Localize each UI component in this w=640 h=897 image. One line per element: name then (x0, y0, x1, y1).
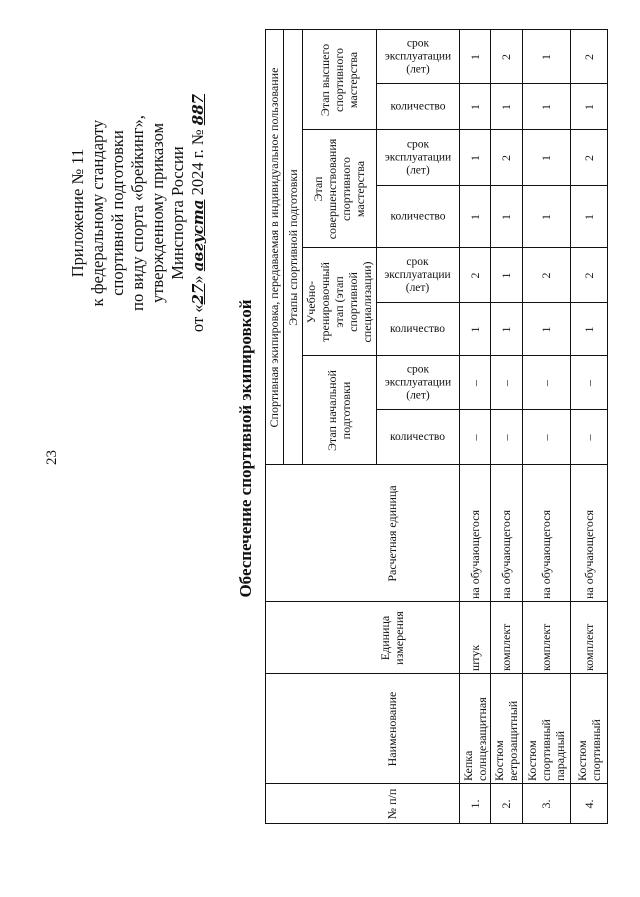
header-term: срок эксплуатации (лет) (384, 138, 451, 177)
header-stage-1: Этап начальной подготовки (325, 370, 353, 451)
stage1-qty: – (467, 434, 482, 441)
row-calc-unit: на обучающегося (539, 509, 553, 599)
stage4-term: 1 (467, 54, 482, 60)
row-number: 3. (539, 799, 553, 809)
header-unit: Единица измерения (378, 611, 406, 665)
header-term: срок эксплуатации (лет) (384, 256, 451, 294)
stage4-qty: 1 (539, 104, 553, 110)
row-name: Костюм спортивный (574, 719, 603, 781)
header-stage-3: Этап совершенствования спортивного мастерства (311, 138, 367, 240)
handwritten-day: 27 (189, 283, 207, 305)
stage1-qty: – (581, 434, 596, 441)
header-term: срок эксплуатации (лет) (384, 37, 451, 76)
stage3-term: 1 (467, 155, 482, 161)
stage1-term: – (467, 380, 482, 386)
page-number: 23 (44, 450, 60, 465)
document-title: Обеспечение спортивной экипировкой (236, 299, 255, 598)
appendix-line: спортивной подготовки (108, 130, 127, 296)
stage3-qty: 1 (581, 214, 596, 220)
appendix-line: Приложение № 11 (68, 148, 87, 278)
header-stages: Этапы спортивной подготовки (285, 169, 300, 326)
row-calc-unit: на обучающегося (467, 509, 482, 599)
appendix-line: утвержденному приказом (148, 122, 167, 304)
row-unit: штук (467, 644, 482, 671)
handwritten-month: августа (189, 199, 207, 272)
stage4-qty: 1 (581, 104, 596, 110)
header-number: № п/п (385, 788, 399, 820)
row-number: 2. (499, 799, 513, 809)
stage4-qty: 1 (499, 104, 513, 110)
appendix-line: к федеральному стандарту (88, 119, 107, 307)
row-unit: комплект (581, 623, 596, 671)
stage2-term: 2 (539, 272, 553, 279)
stage4-term: 2 (499, 54, 513, 60)
stage1-term: – (539, 380, 553, 386)
stage3-qty: 1 (539, 214, 553, 220)
stage3-term: 2 (581, 155, 596, 161)
header-stage-2: Учебно-тренировочный этап (этап спортивной специализации) (304, 261, 374, 343)
stage4-qty: 1 (467, 104, 482, 110)
header-qty: количество (390, 431, 445, 443)
stage2-qty: 1 (467, 326, 482, 333)
appendix-line: Минспорта России (168, 146, 187, 280)
stage3-term: 1 (539, 155, 553, 161)
header-qty: количество (390, 100, 445, 113)
header-stage-4: Этап высшего спортивного мастерства (318, 43, 360, 117)
stage2-term: 2 (467, 272, 482, 279)
row-unit: комплект (539, 623, 553, 671)
stage1-term: – (581, 380, 596, 386)
row-name: Костюм ветрозащитный (492, 700, 520, 781)
row-name: Костюм спортивный парадный (525, 719, 567, 781)
header-qty: количество (390, 210, 445, 223)
stage3-qty: 1 (467, 214, 482, 220)
stage2-qty: 1 (581, 326, 596, 333)
stage2-qty: 1 (539, 326, 553, 333)
row-number: 4. (581, 799, 596, 809)
handwritten-order-number: 887 (189, 93, 207, 126)
header-name: Наименование (385, 691, 399, 767)
row-number: 1. (467, 799, 482, 809)
stage4-term: 1 (539, 54, 553, 60)
row-name: Кепка солнцезащитная (460, 697, 489, 781)
appendix-line: по виду спорта «брейкинг», (128, 115, 147, 311)
header-term: срок эксплуатации (лет) (384, 363, 451, 402)
stage4-term: 2 (581, 54, 596, 60)
stage1-qty: – (539, 434, 553, 441)
stage3-term: 2 (499, 155, 513, 161)
stage3-qty: 1 (499, 214, 513, 220)
stage1-term: – (499, 380, 513, 386)
stage2-term: 2 (581, 272, 596, 279)
order-date-line: от «27» августа 2024 г. № 887 (188, 93, 207, 333)
row-calc-unit: на обучающегося (581, 509, 596, 599)
header-calc-unit: Расчетная единица (385, 485, 399, 582)
header-qty: количество (390, 323, 445, 335)
row-calc-unit: на обучающегося (499, 509, 513, 599)
row-unit: комплект (499, 623, 513, 671)
stage1-qty: – (499, 434, 513, 441)
stage2-term: 1 (499, 272, 513, 279)
header-group: Спортивная экипировка, передаваемая в индивидуальное пользование (267, 67, 281, 428)
stage2-qty: 1 (499, 326, 513, 333)
